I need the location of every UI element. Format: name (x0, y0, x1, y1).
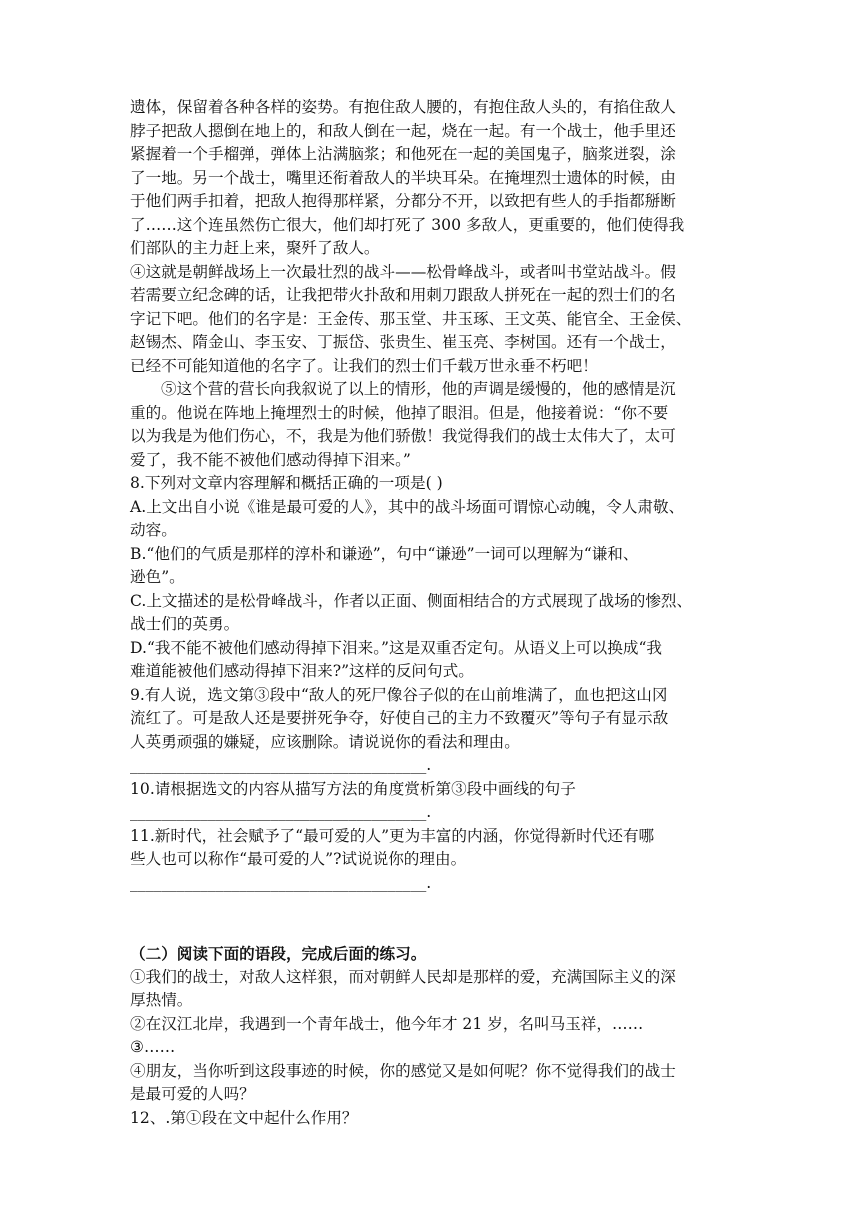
text-line: ④这就是朝鲜战场上一次最壮烈的战斗——松骨峰战斗，或者叫书堂站战斗。假 (130, 262, 676, 281)
text-line: 遗体，保留着各种各样的姿势。有抱住敌人腰的，有抱住敌人头的，有掐住敌人 (130, 98, 676, 116)
text-line: ①我们的战士，对敌人这样狠，而对朝鲜人民却是那样的爱，充满国际主义的深 (130, 967, 676, 986)
text-line: 厚热情。 (130, 991, 193, 1009)
section-2 (130, 942, 736, 1130)
question-stem: 些人也可以称作“最可爱的人”?试说说你的理由。 (130, 850, 467, 868)
section-heading: （二）阅读下面的语段，完成后面的练习。 (130, 944, 427, 963)
text-line: 紧握着一个手榴弹，弹体上沾满脑浆；和他死在一起的美国鬼子，脑浆迸裂，涂 (130, 145, 676, 163)
text-line: ③…… (130, 1038, 176, 1056)
text-line: 们部队的主力赶上来，聚歼了敌人。 (130, 239, 380, 257)
passage-paragraph-5 (130, 378, 736, 472)
question-12: 12、.第①段在文中起什么作用？ (130, 1108, 358, 1127)
text-line: 字记下吧。他们的名字是：王金传、那玉堂、井玉琢、王文英、能官全、王金侯、 (130, 309, 692, 328)
question-stem: 9.有人说，选文第③段中“敌人的死尸像谷子似的在山前堆满了，血也把这山冈 (130, 685, 668, 704)
text-line: 是最可爱的人吗？ (130, 1085, 255, 1103)
question-stem: 10.请根据选文的内容从描写方法的角度赏析第③段中画线的句子 (130, 779, 576, 798)
text-line: 若需要立纪念碑的话，让我把带火扑敌和用刺刀跟敌人拼死在一起的烈士们的名 (130, 286, 676, 304)
text-line: 赵锡杰、隋金山、李玉安、丁振岱、张贵生、崔玉亮、李树国。还有一个战士， (130, 333, 676, 351)
option-d: 难道能被他们感动得掉下泪来?”这样的反问句式。 (130, 662, 474, 680)
answer-line: ______________________________________. (130, 756, 432, 774)
question-stem: 流红了。可是敌人还是要拼死争夺，好使自己的主力不致覆灭”等句子有显示敌 (130, 709, 669, 727)
text-line: 脖子把敌人摁倒在地上的，和敌人倒在一起，烧在一起。有一个战士，他手里还 (130, 121, 676, 140)
passage-paragraph-4 (130, 261, 736, 379)
question-stem: 11.新时代，社会赋予了“最可爱的人”更为丰富的内涵，你觉得新时代还有哪 (130, 826, 655, 845)
question-11 (130, 825, 736, 896)
text-line: 以为我是为他们伤心，不，我是为他们骄傲！我觉得我们的战士太伟大了，太可 (130, 427, 676, 445)
text-line: 重的。他说在阵地上掩埋烈士的时候，他掉了眼泪。但是，他接着说：“你不要 (130, 403, 669, 422)
text-line: ②在汉江北岸，我遇到一个青年战士，他今年才 21 岁，名叫马玉祥，…… (130, 1014, 644, 1033)
question-10 (130, 778, 736, 825)
text-line: 爱了，我不能不被他们感动得掉下泪来。” (130, 450, 411, 469)
option-d: D.“我不能不被他们感动得掉下泪来。”这是双重否定句。从语义上可以换成“我 (130, 638, 663, 657)
passage-paragraph-3 (130, 96, 736, 261)
answer-line: ______________________________________. (130, 803, 432, 821)
option-c: 战士们的英勇。 (130, 615, 240, 633)
text-line: 已经不可能知道他的名字了。让我们的烈士们千载万世永垂不朽吧！ (130, 356, 598, 375)
option-c: C.上文描述的是松骨峰战斗，作者以正面、侧面相结合的方式展现了战场的惨烈、 (130, 591, 693, 610)
text-line: ④朋友，当你听到这段事迹的时候，你的感觉又是如何呢？你不觉得我们的战士 (130, 1061, 676, 1080)
answer-line: ______________________________________. (130, 873, 432, 892)
text-line: ⑤这个营的营长向我叙说了以上的情形，他的声调是缓慢的，他的感情是沉 (161, 380, 676, 398)
document-page (130, 96, 736, 1130)
question-stem: 人英勇顽强的嫌疑，应该删除。请说说你的看法和理由。 (130, 732, 520, 751)
section-gap (130, 895, 736, 942)
option-b: B.“他们的气质是那样的淳朴和谦逊”，句中“谦逊”一词可以理解为“谦和、 (130, 544, 639, 563)
text-line: 于他们两手扣着，把敌人抱得那样紧，分都分不开，以致把有些人的手指都掰断 (130, 192, 676, 210)
option-a: 动容。 (130, 521, 177, 539)
text-line: 了……这个连虽然伤亡很大，他们却打死了 300 多敌人，更重要的，他们使得我 (130, 215, 685, 234)
question-9 (130, 684, 736, 778)
question-stem: 8.下列对文章内容理解和概括正确的一项是( ) (130, 474, 443, 492)
question-8 (130, 472, 736, 684)
text-line: 了一地。另一个战士，嘴里还衔着敌人的半块耳朵。在掩埋烈士遗体的时候，由 (130, 168, 676, 187)
option-a: A.上文出自小说《谁是最可爱的人》，其中的战斗场面可谓惊心动魄，令人肃敬、 (130, 497, 685, 516)
option-b: 逊色”。 (130, 568, 185, 586)
